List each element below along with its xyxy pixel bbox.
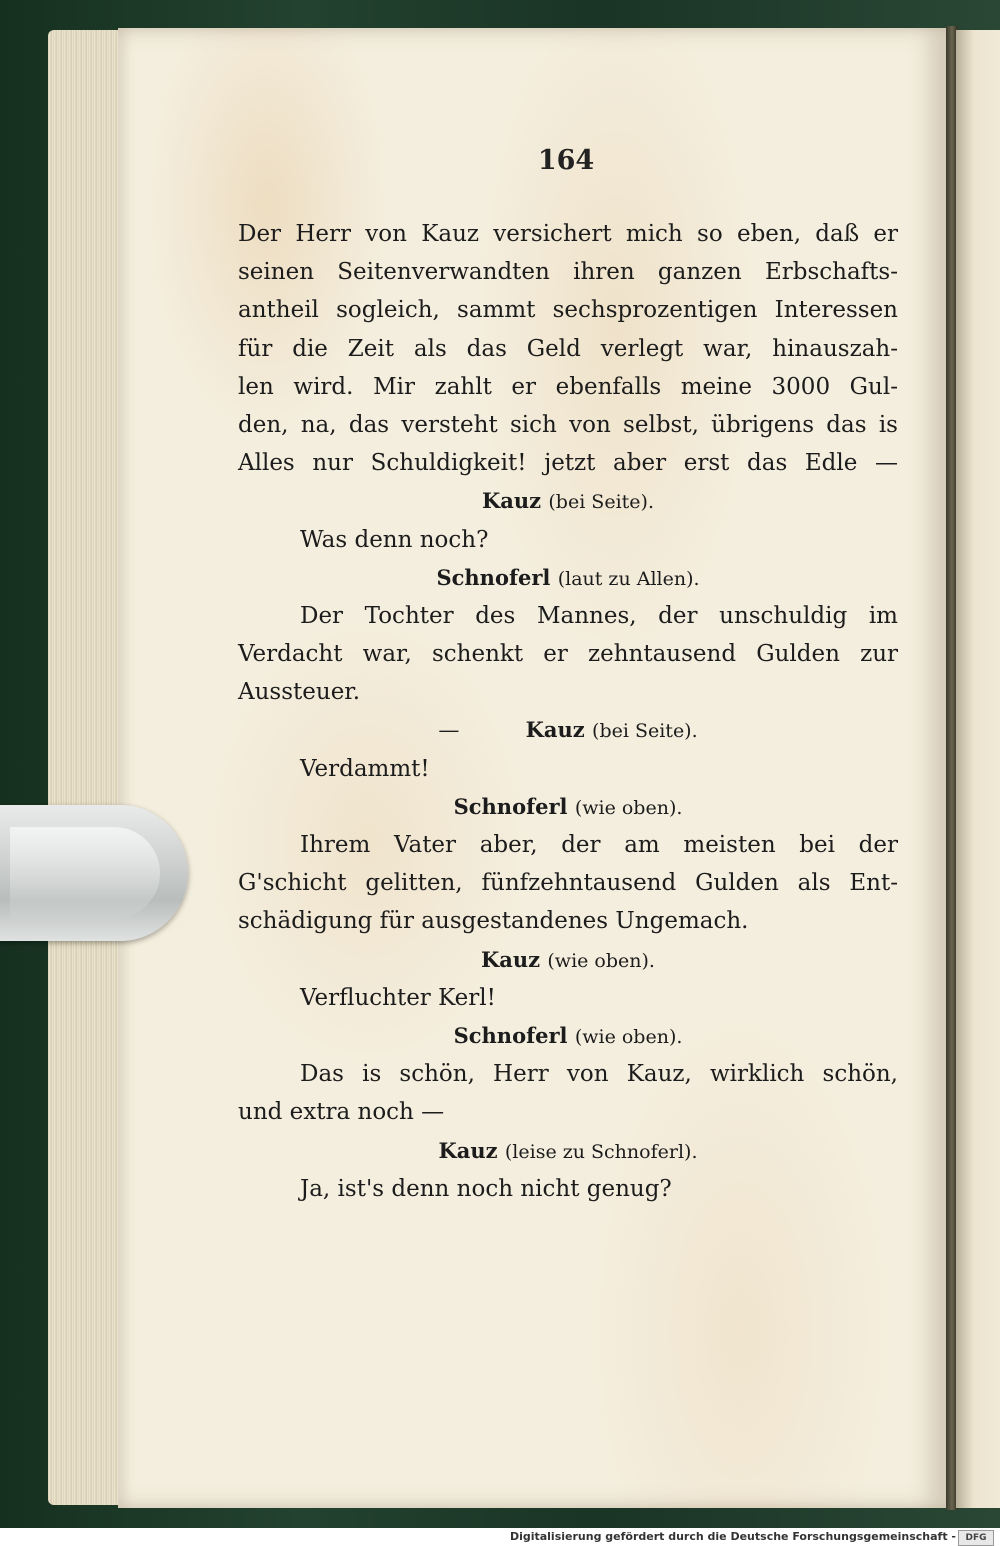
book-page-edges [48,30,128,1505]
speaker-name: Schnoferl [453,1022,568,1048]
dialogue-line: Was denn noch? [300,526,489,553]
funding-notice: Digitalisierung gefördert durch die Deutsche Forschungsgemeinschaft - [509,1530,956,1543]
stage-direction: (bei Seite). [548,491,654,514]
speaker-heading [238,559,898,597]
stage-direction: (wie oben). [574,796,683,819]
speaker-heading [238,482,898,520]
dialogue-line: und extra noch — [238,1099,445,1126]
opposite-page-edge [956,30,1000,1508]
text-line: len wird. Mir zahlt er ebenfalls meine 3000 Gul- [238,373,898,400]
speaker-name: Kauz [525,717,585,743]
text-line: seinen Seitenverwandten ihren ganzen Erbschafts- [238,259,898,286]
clip-tab [0,805,188,941]
text-line: für die Zeit als das Geld verlegt war, hinauszah- [238,335,898,362]
speaker-heading [238,1017,898,1055]
speaker-name: Kauz [438,1137,498,1163]
text-line: antheil sogleich, sammt sechsprozentigen Interessen [238,297,898,324]
speaker-heading [238,941,898,979]
text-line: Alles nur Schuldigkeit! jetzt aber erst das Edle — [238,450,898,477]
clip-highlight [10,827,160,919]
page-text [238,215,898,1208]
page-clip [0,805,190,945]
stage-direction: (leise zu Schnoferl). [504,1140,698,1163]
stage-direction: (bei Seite). [592,720,698,743]
speaker-heading [238,788,898,826]
dialogue-line: G'schicht gelitten, fünfzehntausend Gulden als Ent- [238,870,898,897]
dialogue-line: Das is schön, Herr von Kauz, wirklich schön, [300,1061,898,1088]
stage-direction: (wie oben). [547,949,655,972]
stage-direction: (laut zu Allen). [557,567,700,590]
stage-direction: (wie oben). [574,1025,683,1048]
page-number: 164 [537,145,595,176]
dialogue-line: Der Tochter des Mannes, der unschuldig im [300,602,898,629]
dfg-logo-icon: DFG [958,1530,994,1546]
dialogue-line: Aussteuer. [238,679,361,706]
speaker-heading [238,711,898,749]
speaker-name: Schnoferl [453,793,568,819]
speaker-name: Kauz [481,946,541,972]
text-line: den, na, das versteht sich von selbst, übrigens das is [238,411,898,438]
dialogue-line: Verdacht war, schenkt er zehntausend Gulden zur [238,641,898,668]
dialogue-line: Verdammt! [300,755,430,782]
dialogue-line: Ihrem Vater aber, der am meisten bei der [300,832,898,858]
speaker-name: Schnoferl [436,564,551,590]
dialogue-line: schädigung für ausgestandenes Ungemach. [238,908,749,935]
footer-bar [0,1528,1000,1546]
speaker-name: Kauz [482,488,542,514]
dialogue-line: Verfluchter Kerl! [300,984,496,1011]
speaker-heading [238,1132,898,1170]
dialogue-line: Ja, ist's denn noch nicht genug? [300,1175,672,1202]
text-line: Der Herr von Kauz versichert mich so eben, daß er [238,221,898,247]
dash-mark: — [438,718,460,743]
